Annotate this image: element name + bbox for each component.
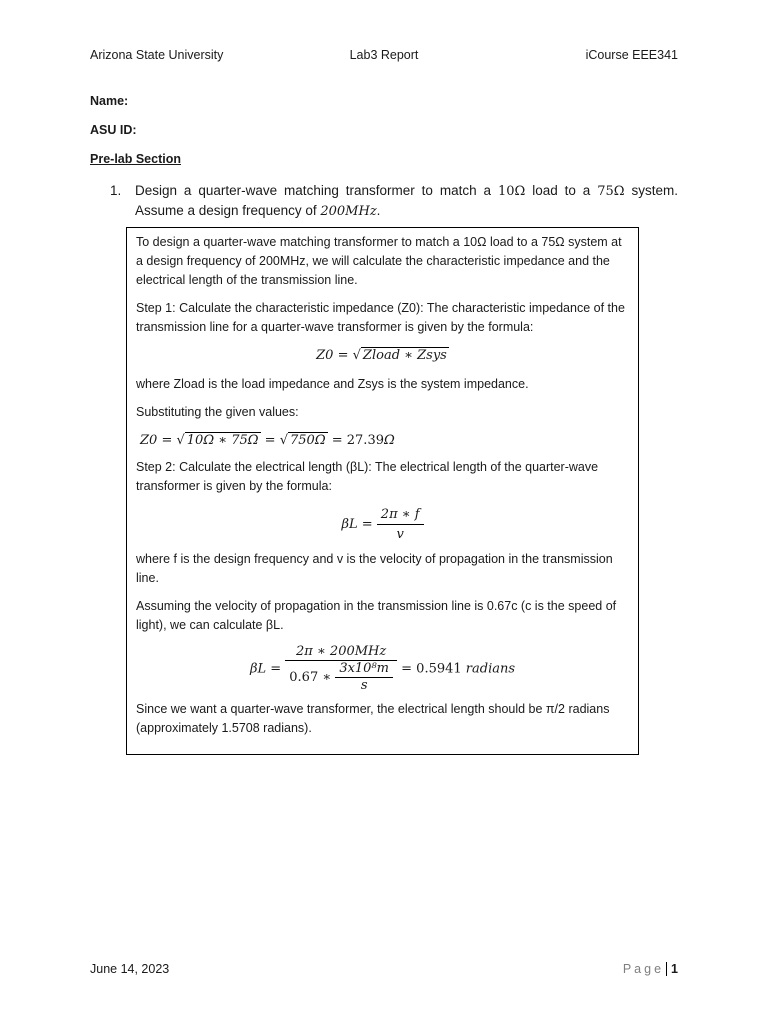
where-text-1: where Zload is the load impedance and Zsys is the system impedance. [136,377,529,391]
fraction-numerator: 2π ∗ 200MHz [296,644,387,659]
where-text-2: where f is the design frequency and v is the velocity of propagation in the transmission line. [136,552,613,585]
frequency-value: 200MHz [320,204,377,219]
eq-operator: = [357,516,377,532]
inner-denominator: s [335,677,393,694]
eq-operator: = [397,661,417,677]
eq-radicand: 750Ω [290,433,326,448]
equation-betal-value [136,644,629,694]
load-value: 10Ω [497,184,526,199]
step2-text: Step 2: Calculate the electrical length (βL): The electrical length of the quarter-wave transformer is given by the formula: [136,460,599,493]
eq-operator: = [333,348,353,363]
inner-fraction [335,661,393,694]
equation-z0-formula [136,346,629,365]
question-text [135,181,678,221]
equation-betal-formula [136,505,629,544]
denominator-coefficient: 0.67 ∗ [289,669,336,685]
betal-unit: radians [461,661,516,677]
page-number: 1 [666,962,678,976]
name-label: Name: [90,94,129,108]
section-title: Pre-lab Section [90,152,181,166]
assumption-text: Assuming the velocity of propagation in the transmission line is 0.67c (c is the speed of light), we can calculate βL. [136,599,617,632]
question-text-part: . [376,203,381,218]
conclusion-text: Since we want a quarter-wave transformer, the electrical length should be π/2 radians (approximately 1.5708 radians). [136,702,610,735]
fraction [285,644,397,694]
sqrt-sign: √ [176,433,185,448]
system-value: 75Ω [597,184,625,199]
question-1 [110,181,678,221]
eq-radicand: 10Ω ∗ 75Ω [186,433,259,448]
page-label: Page [622,962,665,976]
question-text-part: Design a quarter-wave matching transformer to match a [135,183,498,198]
footer-page [623,962,678,976]
fraction-denominator: v [377,524,424,544]
asu-id-label: ASU ID: [90,123,137,137]
question-text-part: system. Assume a design frequency of [135,183,678,218]
eq-term: Z0 [140,433,158,448]
step1-text: Step 1: Calculate the characteristic impedance (Z0): The characteristic impedance of the transmission line for a quarter-wave transformer is given by the formula: [136,301,625,334]
betal-result: 0.5941 [416,661,462,677]
eq-operator: = [266,661,286,677]
z0-result: 27.39 [346,433,384,448]
header-course: iCourse EEE341 [585,48,678,62]
z0-unit: Ω [383,433,395,448]
header-institution: Arizona State University [90,48,224,62]
header-report-title: Lab3 Report [349,48,419,62]
eq-term: Z0 [316,348,334,363]
fraction-numerator: 2π ∗ f [380,507,420,522]
eq-operator: = [157,433,177,448]
eq-term: βL [341,516,358,532]
answer-intro: To design a quarter-wave matching transformer to match a 10Ω load to a 75Ω system at a design frequency of 200MHz, we will calculate the characteristic impedance and the electrical length of the transmission line. [136,235,622,287]
sqrt-sign: √ [352,348,361,363]
eq-radicand: Zload ∗ Zsys [362,348,447,363]
fraction-denominator [285,660,397,694]
substitution-text: Substituting the given values: [136,405,299,419]
fraction [377,505,424,544]
sqrt-sign: √ [279,433,288,448]
question-text-part: load to a [525,183,598,198]
question-number: 1. [110,183,122,198]
eq-operator: = [260,433,280,448]
eq-term: βL [249,661,267,677]
equation-z0-value [140,431,629,450]
footer-date: June 14, 2023 [90,962,170,976]
eq-operator: = [327,433,347,448]
answer-box [126,227,639,755]
inner-numerator: 3x10⁸m [339,661,389,676]
